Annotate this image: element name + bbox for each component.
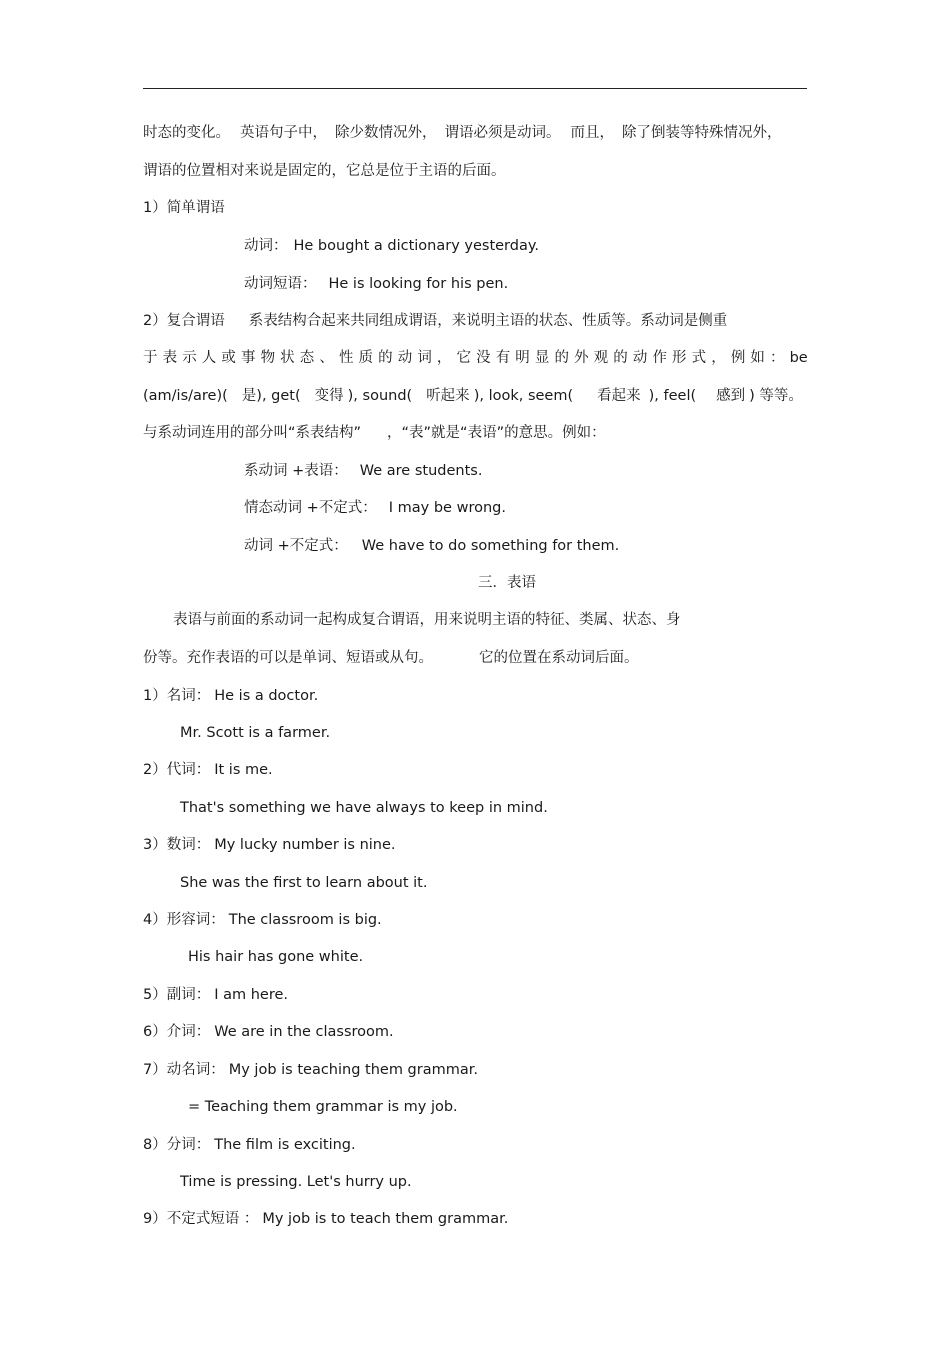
intro-text: 除了倒装等特殊情况外， [622, 125, 782, 141]
item-label: 7）动名词： [143, 1062, 225, 1078]
item-label: 3）数词： [143, 837, 211, 853]
compound-predicate-example-3 [244, 536, 619, 556]
item-noun [143, 686, 318, 706]
char: 态 [299, 350, 315, 366]
predicative-desc-2 [143, 648, 639, 668]
item-text: The classroom is big. [228, 912, 382, 928]
char: 示 [182, 350, 197, 366]
example-label: 系动词 +表语： [244, 463, 348, 479]
compound-predicate-example-2 [244, 498, 506, 518]
text: ) 等等。 [749, 388, 803, 404]
item-gerund [143, 1060, 478, 1080]
char: 显 [534, 350, 550, 366]
text: 变得 [314, 388, 344, 404]
item-label: 4）形容词： [143, 912, 225, 928]
item-pronoun [143, 760, 273, 780]
compound-predicate-line-4 [143, 423, 606, 443]
compound-predicate-line-1 [143, 311, 727, 331]
char: 于 [143, 350, 158, 366]
predicative-desc-1: 表语与前面的系动词一起构成复合谓语，用来说明主语的特征、类属、状态、身 [173, 612, 681, 628]
compound-predicate-desc: 系表结构合起来共同组成谓语，来说明主语的状态、性质等。系动词是侧重 [248, 313, 728, 329]
item-text: My job is teaching them grammar. [228, 1062, 478, 1078]
item-label: 1）名词： [143, 688, 211, 704]
text: 听起来 [426, 388, 470, 404]
char: 的 [613, 350, 628, 366]
char: 作 [652, 350, 667, 366]
char: 表 [162, 350, 178, 366]
char: 外 [574, 350, 589, 366]
intro-line-2: 谓语的位置相对来说是固定的，它总是位于主语的后面。 [143, 163, 506, 179]
char: 式 [691, 350, 707, 366]
char: 动 [397, 350, 413, 366]
text: 份等。充作表语的可以是单词、短语或从句。 [143, 650, 433, 666]
char: 物 [260, 350, 276, 366]
item-participle [143, 1135, 356, 1155]
intro-text: 除少数情况外， [335, 125, 437, 141]
item-infinitive-phrase [143, 1209, 508, 1229]
example-label: 情态动词 +不定式： [244, 500, 377, 516]
char: be [789, 350, 808, 366]
char: 它 [456, 350, 471, 366]
header-rule [143, 88, 807, 89]
char: 的 [378, 350, 393, 366]
char: 明 [515, 350, 530, 366]
intro-text: 而且， [570, 125, 614, 141]
text: ), look, seem( [473, 388, 574, 404]
item-adjective-extra: His hair has gone white. [188, 949, 364, 965]
text: ，“表”就是“表语”的意思。例如： [387, 425, 606, 441]
char: 例 [730, 350, 746, 366]
example-text: He bought a dictionary yesterday. [293, 238, 539, 254]
item-pronoun-extra: That's something we have always to keep in mind. [180, 800, 548, 816]
item-label: 2）代词： [143, 762, 211, 778]
text: ), get( [256, 388, 301, 404]
example-text: We are students. [359, 463, 483, 479]
char: 没 [476, 350, 491, 366]
item-noun-extra: Mr. Scott is a farmer. [180, 725, 331, 741]
item-label: 8）分词： [143, 1137, 211, 1153]
char: 词 [417, 350, 432, 366]
item-label: 5）副词： [143, 987, 211, 1003]
compound-predicate-line-2 [143, 348, 808, 368]
item-text: He is a doctor. [214, 688, 319, 704]
item-text: My job is to teach them grammar. [262, 1211, 509, 1227]
char: 、 [319, 350, 334, 366]
intro-text: 谓语必须是动词。 [444, 125, 561, 141]
item-text: It is me. [214, 762, 273, 778]
text: 看起来 [597, 388, 641, 404]
compound-predicate-line-3 [143, 386, 803, 406]
example-label: 动词短语： [244, 276, 317, 292]
example-text: I may be wrong. [388, 500, 506, 516]
char: 观 [593, 350, 609, 366]
char: ： [770, 350, 785, 366]
compound-predicate-example-1 [244, 461, 482, 481]
example-text: We have to do something for them. [361, 538, 620, 554]
text: (am/is/are)( [143, 388, 228, 404]
text: ), feel( [648, 388, 697, 404]
item-gerund-extra: = Teaching them grammar is my job. [188, 1099, 458, 1115]
item-preposition [143, 1022, 394, 1042]
item-text: We are in the classroom. [214, 1024, 394, 1040]
item-label: 9）不定式短语 ： [143, 1211, 259, 1227]
example-label: 动词 +不定式： [244, 538, 348, 554]
item-numeral [143, 835, 396, 855]
item-text: I am here. [214, 987, 289, 1003]
intro-line-1 [143, 123, 782, 143]
char: ， [711, 350, 726, 366]
example-label: 动词： [244, 238, 288, 254]
compound-predicate-heading: 2）复合谓语 [143, 313, 225, 329]
simple-predicate-heading: 1）简单谓语 [143, 200, 225, 216]
text: 是 [241, 388, 257, 404]
text: 它的位置在系动词后面。 [479, 650, 639, 666]
char: 如 [750, 350, 765, 366]
char: 事 [240, 350, 256, 366]
text: 感到 [716, 388, 746, 404]
example-text: He is looking for his pen. [328, 276, 509, 292]
item-participle-extra: Time is pressing. Let's hurry up. [180, 1174, 412, 1190]
simple-predicate-example-1 [244, 236, 539, 256]
text: 与系动词连用的部分叫“系表结构” [143, 425, 362, 441]
char: 性 [338, 350, 354, 366]
text: ), sound( [347, 388, 413, 404]
item-text: My lucky number is nine. [214, 837, 396, 853]
intro-text: 英语句子中， [240, 125, 327, 141]
item-numeral-extra: She was the first to learn about it. [180, 875, 428, 891]
char: 动 [632, 350, 648, 366]
item-adjective [143, 910, 382, 930]
intro-text: 时态的变化。 [143, 125, 230, 141]
char: 人 [201, 350, 217, 366]
section-title: 三．表语 [478, 575, 536, 591]
char: 状 [280, 350, 295, 366]
char: 有 [495, 350, 511, 366]
item-text: The film is exciting. [214, 1137, 356, 1153]
item-adverb [143, 985, 288, 1005]
char: 形 [672, 350, 687, 366]
char: 质 [358, 350, 374, 366]
char: 的 [554, 350, 569, 366]
simple-predicate-example-2 [244, 274, 508, 294]
item-label: 6）介词： [143, 1024, 211, 1040]
char: 或 [221, 350, 236, 366]
char: ， [436, 350, 452, 366]
